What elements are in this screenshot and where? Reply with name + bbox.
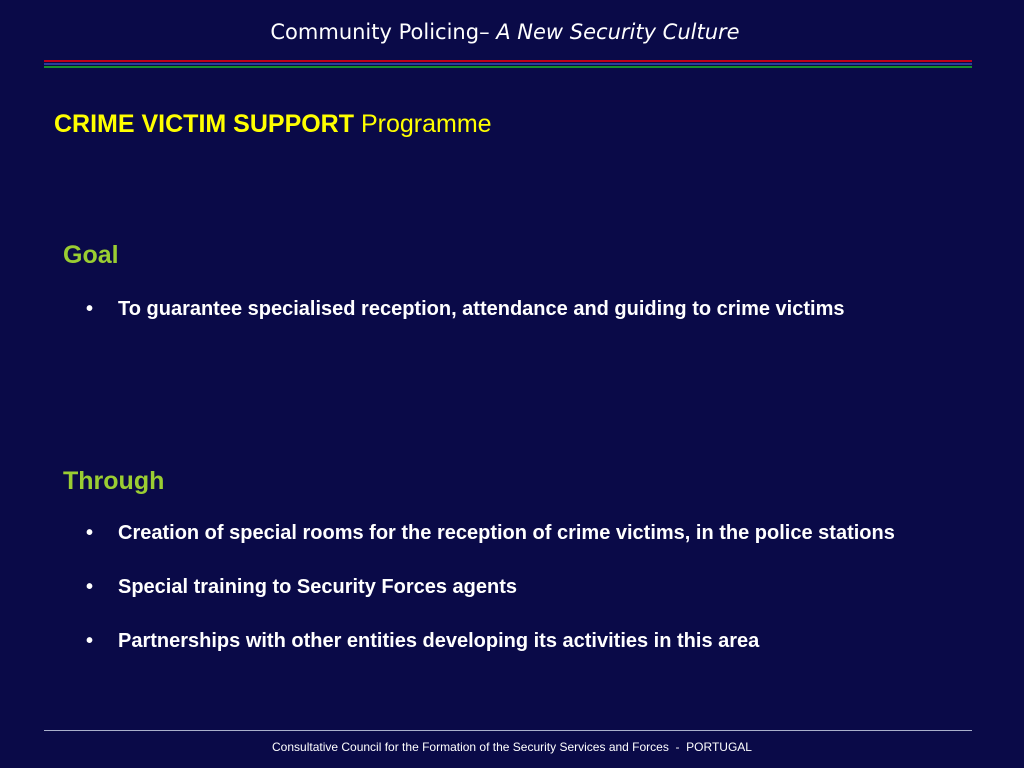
list-item-text: To guarantee specialised reception, attendance and guiding to crime victims bbox=[118, 298, 845, 320]
footer-rule bbox=[44, 730, 972, 731]
header-title-italic: A New Security Culture bbox=[496, 20, 740, 44]
bullet-icon: • bbox=[86, 630, 94, 652]
list-item bbox=[86, 512, 929, 554]
goal-heading: Goal bbox=[63, 241, 119, 269]
header-title bbox=[0, 20, 1010, 44]
list-item-text: Partnerships with other entities developing its activities in this area bbox=[118, 630, 760, 652]
section-title-normal: Programme bbox=[354, 110, 492, 138]
header-title-regular: Community Policing bbox=[270, 20, 480, 44]
goal-list bbox=[86, 288, 929, 330]
header-rule-blue bbox=[44, 63, 972, 65]
section-title-bold: CRIME VICTIM SUPPORT bbox=[54, 110, 355, 138]
footer-text: Consultative Council for the Formation of the Security Services and Forces - PORTUGAL bbox=[272, 740, 752, 754]
list-item-text: Creation of special rooms for the reception of crime victims, in the police stations bbox=[118, 522, 895, 544]
list-item bbox=[86, 566, 929, 608]
list-item bbox=[86, 620, 929, 662]
through-heading: Through bbox=[63, 467, 165, 495]
list-item bbox=[86, 288, 929, 330]
through-list bbox=[86, 512, 929, 674]
bullet-icon: • bbox=[86, 522, 94, 544]
bullet-icon: • bbox=[86, 576, 94, 598]
header-rule-red bbox=[44, 60, 972, 62]
header-rule-green bbox=[44, 66, 972, 68]
bullet-icon: • bbox=[86, 298, 94, 320]
section-title bbox=[54, 110, 492, 139]
header-title-dash: – bbox=[479, 20, 497, 44]
list-item-text: Special training to Security Forces agents bbox=[118, 576, 518, 598]
